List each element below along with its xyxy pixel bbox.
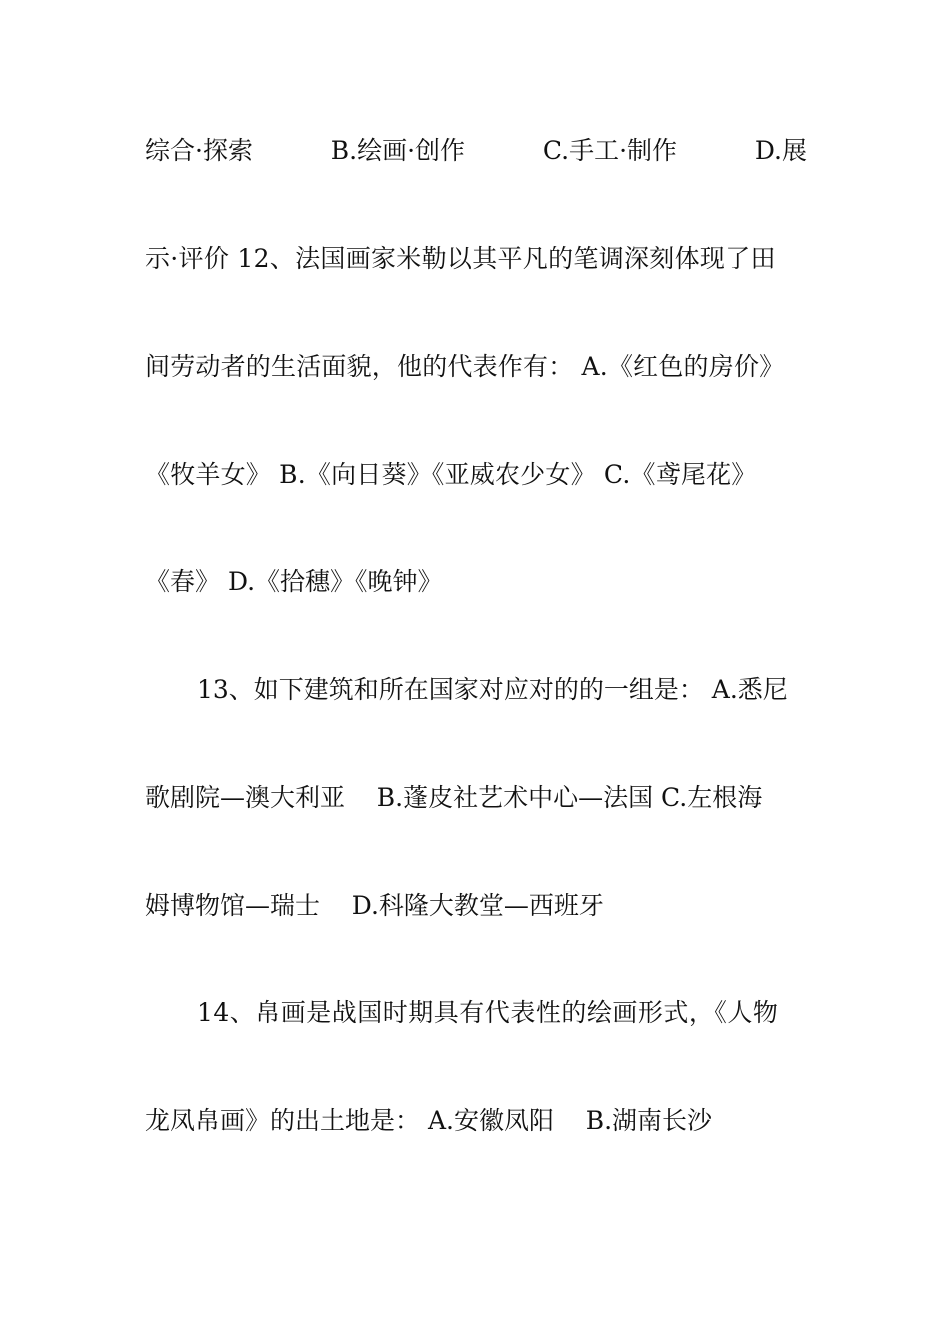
- text-line-7: 歌剧院—澳大利亚 B.蓬皮社艺术中心—法国 C.左根海: [145, 783, 763, 812]
- text-line-10: 龙凤帛画》的出土地是： A.安徽凤阳 B.湖南长沙: [145, 1106, 713, 1135]
- text-line-3: 间劳动者的生活面貌，他的代表作有： A.《红色的房价》: [145, 352, 785, 381]
- option-c-text: C.手工·制作: [542, 136, 678, 165]
- text-line-9-question-14: 14、帛画是战国时期具有代表性的绘画形式，《人物: [197, 998, 779, 1027]
- text-line-5: 《春》 D.《拾穗》《晚钟》: [145, 567, 443, 596]
- option-b-text: B.绘画·创作: [330, 136, 466, 165]
- text-line-2: 示·评价 12、法国画家米勒以其平凡的笔调深刻体现了田: [145, 244, 776, 273]
- option-d-text: D.展: [754, 136, 807, 165]
- text-line-4: 《牧羊女》 B.《向日葵》《亚威农少女》 C.《鸢尾花》: [145, 460, 757, 489]
- text-line-6-question-13: 13、如下建筑和所在国家对应对的的一组是： A.悉尼: [197, 675, 788, 704]
- text-line-8: 姆博物馆—瑞士 D.科隆大教堂—西班牙: [145, 891, 604, 920]
- option-a-text: 综合·探索: [145, 136, 253, 165]
- text-line-1: [145, 131, 807, 171]
